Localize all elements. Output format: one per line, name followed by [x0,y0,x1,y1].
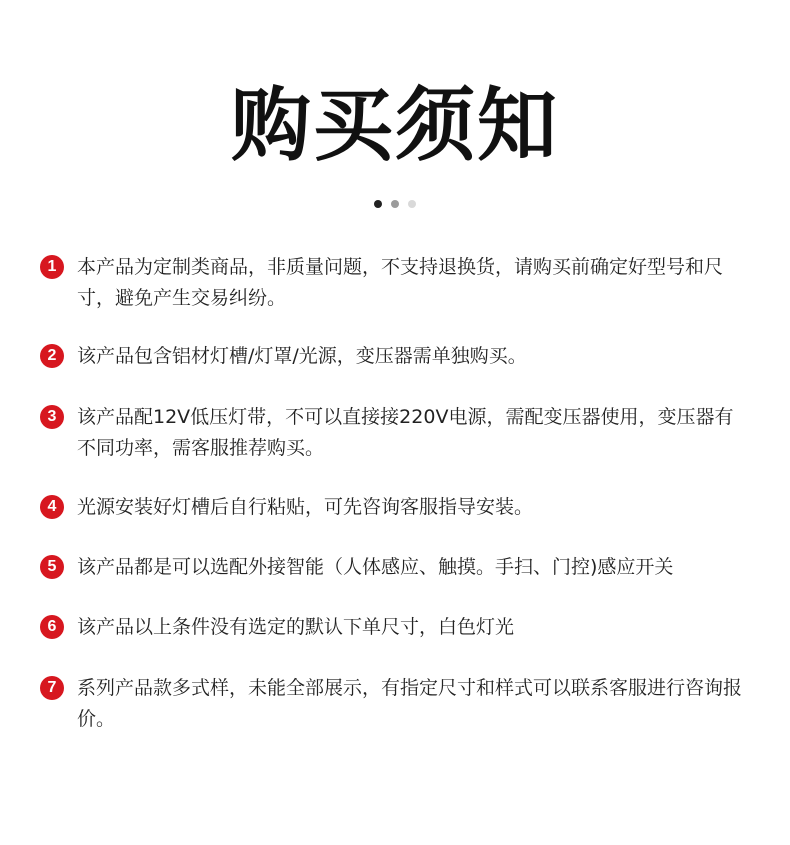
number-badge-7: 7 [40,676,64,700]
number-badge-3: 3 [40,405,64,429]
number-badge-1: 1 [40,255,64,279]
number-badge-4: 4 [40,495,64,519]
notice-item-5 [40,552,760,583]
notice-item-7 [40,673,760,735]
pagination-dot-1[interactable] [374,200,382,208]
notice-text-1: 本产品为定制类商品，非质量问题，不支持退换货，请购买前确定好型号和尺寸，避免产生交易纠纷。 [77,256,724,309]
number-badge-6: 6 [40,615,64,639]
notice-item-4 [40,492,760,523]
page-title: 购买须知 [231,79,559,172]
number-badge-5: 5 [40,555,64,579]
notice-text-6: 该产品以上条件没有选定的默认下单尺寸，白色灯光 [77,616,515,638]
notice-text-5: 该产品都是可以选配外接智能（人体感应、触摸。手扫、门控)感应开关 [77,556,674,578]
pagination-dot-2[interactable] [391,200,399,208]
notice-item-3 [40,402,760,464]
notice-item-1 [40,252,760,314]
notice-text-7: 系列产品款多式样，未能全部展示，有指定尺寸和样式可以联系客服进行咨询报价。 [77,677,743,730]
notice-text-3: 该产品配12V低压灯带，不可以直接接220V电源，需配变压器使用，变压器有不同功率，需客服推荐购买。 [77,406,734,459]
notice-item-6 [40,612,760,643]
notice-item-2 [40,341,760,372]
pagination-dot-3[interactable] [408,200,416,208]
pagination-dots [0,200,790,208]
notice-text-4: 光源安装好灯槽后自行粘贴，可先咨询客服指导安装。 [77,496,534,518]
notice-text-2: 该产品包含铝材灯槽/灯罩/光源，变压器需单独购买。 [77,345,527,367]
number-badge-2: 2 [40,344,64,368]
